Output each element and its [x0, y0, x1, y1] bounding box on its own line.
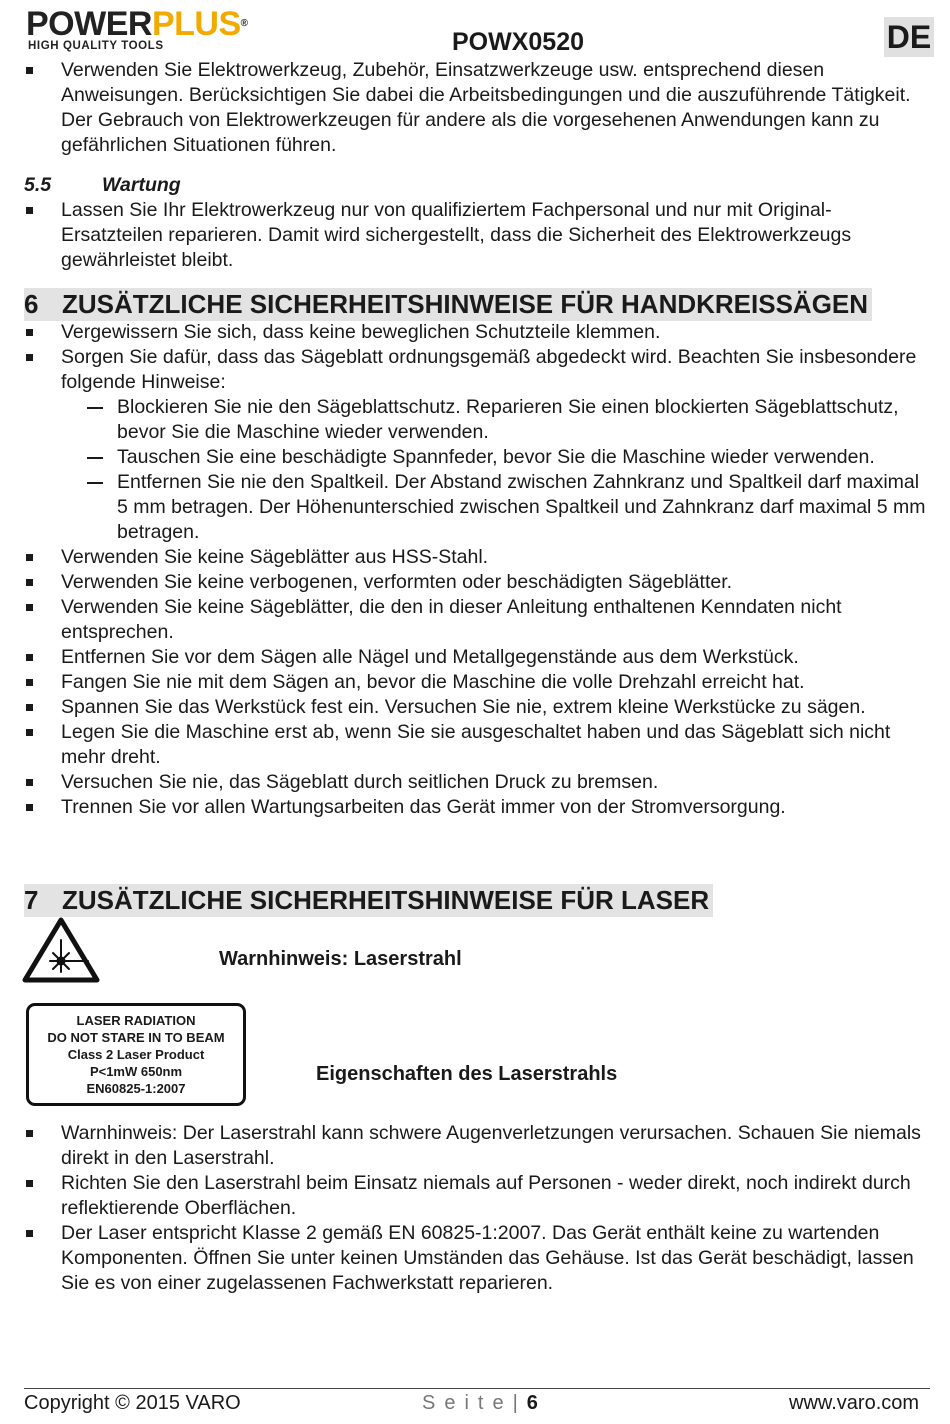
laser-label-line: Class 2 Laser Product: [67, 1047, 205, 1062]
logo-registered-mark: ®: [240, 18, 248, 29]
list-item: Trennen Sie vor allen Wartungsarbeiten das Gerät immer von der Stromversorgung.: [24, 795, 929, 820]
bullet-list: [24, 320, 929, 395]
laser-label-line: EN60825-1:2007: [86, 1081, 186, 1096]
footer-divider: [24, 1388, 930, 1389]
section-6-body: [24, 320, 929, 820]
powerplus-logo: [26, 5, 296, 52]
footer-copyright: Copyright © 2015 VARO: [24, 1392, 241, 1414]
laser-warning-label: Warnhinweis: Laserstrahl: [219, 948, 462, 970]
dash-item: Entfernen Sie nie den Spaltkeil. Der Abstand zwischen Zahnkranz und Spaltkeil darf maximal 5 mm betragen. Der Höhenunterschied zwischen Spaltkeil und Zahnkranz darf maximal 5 mm betragen.: [87, 470, 929, 545]
list-item: Sorgen Sie dafür, dass das Sägeblatt ordnungsgemäß abgedeckt wird. Beachten Sie insbesondere folgende Hinweise:: [24, 345, 929, 395]
section-7-heading: [24, 884, 713, 917]
dash-list: [87, 395, 929, 545]
maintenance-bullet-list: [24, 198, 929, 273]
section-title: ZUSÄTZLICHE SICHERHEITSHINWEISE FÜR LASER: [62, 885, 710, 915]
footer-page-number: 6: [526, 1392, 538, 1414]
list-item: Verwenden Sie Elektrowerkzeug, Zubehör, Einsatzwerkzeuge usw. entsprechend diesen Anweisungen. Berücksichtigen Sie dabei die Arbeitsbedingungen und die auszuführende Tätigkeit. Der Gebrauch von Elektrowerkzeugen für andere als die vorgesehenen Anwendungen kann zu gefährlichen Situationen führen.: [24, 58, 929, 158]
language-badge: DE: [884, 17, 934, 57]
section-number: 6: [24, 289, 39, 319]
laser-safety-label: [26, 1003, 246, 1106]
bullet-list: [24, 1121, 929, 1296]
list-item: Fangen Sie nie mit dem Sägen an, bevor die Maschine die volle Drehzahl erreicht hat.: [24, 670, 929, 695]
list-item: Spannen Sie das Werkstück fest ein. Versuchen Sie nie, extrem kleine Werkstücke zu sägen.: [24, 695, 929, 720]
list-item: Versuchen Sie nie, das Sägeblatt durch seitlichen Druck zu bremsen.: [24, 770, 929, 795]
subsection-heading: [24, 174, 181, 197]
laser-properties-label: Eigenschaften des Laserstrahls: [316, 1063, 618, 1085]
laser-label-line: DO NOT STARE IN TO BEAM: [47, 1030, 225, 1045]
footer-page: [422, 1392, 538, 1415]
subsection-number: 5.5: [24, 174, 52, 196]
list-item: Lassen Sie Ihr Elektrowerkzeug nur von qualifiziertem Fachpersonal und nur mit Original-Ersatzteilen reparieren. Damit wird sichergestellt, dass die Sicherheit des Elektrowerkzeugs gewährleistet bleibt.: [24, 198, 929, 273]
logo-tagline: HIGH QUALITY TOOLS: [28, 40, 164, 52]
list-item: Warnhinweis: Der Laserstrahl kann schwere Augenverletzungen verursachen. Schauen Sie niemals direkt in den Laserstrahl.: [24, 1121, 929, 1171]
list-item: Verwenden Sie keine Sägeblätter, die den in dieser Anleitung enthaltenen Kenndaten nicht entsprechen.: [24, 595, 929, 645]
list-item: Verwenden Sie keine Sägeblätter aus HSS-Stahl.: [24, 545, 929, 570]
laser-warning-icon: [22, 917, 100, 983]
dash-item: Blockieren Sie nie den Sägeblattschutz. Reparieren Sie einen blockierten Sägeblattschutz, bevor Sie die Maschine wieder verwenden.: [87, 395, 929, 445]
list-item: Der Laser entspricht Klasse 2 gemäß EN 60825-1:2007. Das Gerät enthält keine zu wartenden Komponenten. Öffnen Sie unter keinen Umständen das Gehäuse. Ist das Gerät beschädigt, lassen Sie es von einer zugelassenen Fachwerkstatt reparieren.: [24, 1221, 929, 1296]
footer-website-link[interactable]: www.varo.com: [789, 1392, 920, 1414]
intro-section: [24, 58, 929, 158]
intro-bullet-list: [24, 58, 929, 158]
section-number: 7: [24, 885, 39, 915]
footer-separator: |: [512, 1392, 527, 1414]
logo-word-plus: PLUS: [151, 5, 241, 43]
list-item: Entfernen Sie vor dem Sägen alle Nägel und Metallgegenstände aus dem Werkstück.: [24, 645, 929, 670]
section-6-heading: [24, 288, 872, 321]
section-title: ZUSÄTZLICHE SICHERHEITSHINWEISE FÜR HANDKREISSÄGEN: [62, 289, 869, 319]
list-item: Verwenden Sie keine verbogenen, verformten oder beschädigten Sägeblätter.: [24, 570, 929, 595]
dash-item: Tauschen Sie eine beschädigte Spannfeder, bevor Sie die Maschine wieder verwenden.: [87, 445, 929, 470]
model-number: POWX0520: [452, 28, 585, 56]
laser-label-line: P<1mW 650nm: [89, 1064, 183, 1079]
maintenance-section: [24, 198, 929, 273]
section-7-body: [24, 1121, 929, 1296]
list-item: Richten Sie den Laserstrahl beim Einsatz niemals auf Personen - weder direkt, noch indirekt durch reflektierende Oberflächen.: [24, 1171, 929, 1221]
list-item: Legen Sie die Maschine erst ab, wenn Sie sie ausgeschaltet haben und das Sägeblatt sich nicht mehr dreht.: [24, 720, 929, 770]
subsection-title: Wartung: [102, 174, 181, 196]
laser-label-line: LASER RADIATION: [76, 1013, 196, 1028]
logo-word-power: POWER: [26, 5, 152, 43]
footer-page-label: Seite: [422, 1392, 513, 1414]
list-item: Vergewissern Sie sich, dass keine beweglichen Schutzteile klemmen.: [24, 320, 929, 345]
bullet-list: [24, 545, 929, 820]
